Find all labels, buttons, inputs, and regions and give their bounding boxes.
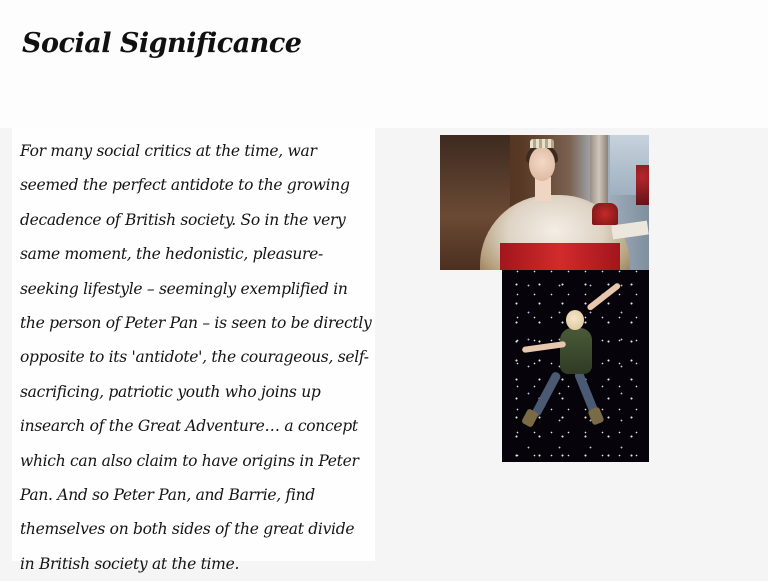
portrait-table-crown (592, 203, 618, 225)
header-band (0, 0, 768, 128)
slide-title: Social Significance (22, 28, 302, 59)
body-text: For many social critics at the time, war seemed the perfect antidote to the growing decadence of British society. So in the very same moment, the hedonistic, pleasure-seeking lifestyle – seemingly exemplified in the person of Peter Pan – is seen to be directly opposite to its 'antidote', the courageous, self-sacrificing, patriotic youth who joins up insearch of the Great Adventure… a concept which can also claim to have origins in Peter Pan. And so Peter Pan, and Barrie, find themselves on both sides of the great divide in British society at the time. (20, 142, 372, 573)
portrait-sash (500, 243, 620, 270)
portrait-crown-icon (530, 139, 554, 148)
portrait-queen-victoria (440, 135, 649, 270)
figure-head (566, 310, 584, 330)
portrait-rose (636, 165, 649, 205)
peter-pan-stage-photo (502, 270, 649, 462)
figure-tunic (560, 328, 592, 374)
portrait-face (529, 147, 555, 181)
text-panel (12, 128, 375, 573)
